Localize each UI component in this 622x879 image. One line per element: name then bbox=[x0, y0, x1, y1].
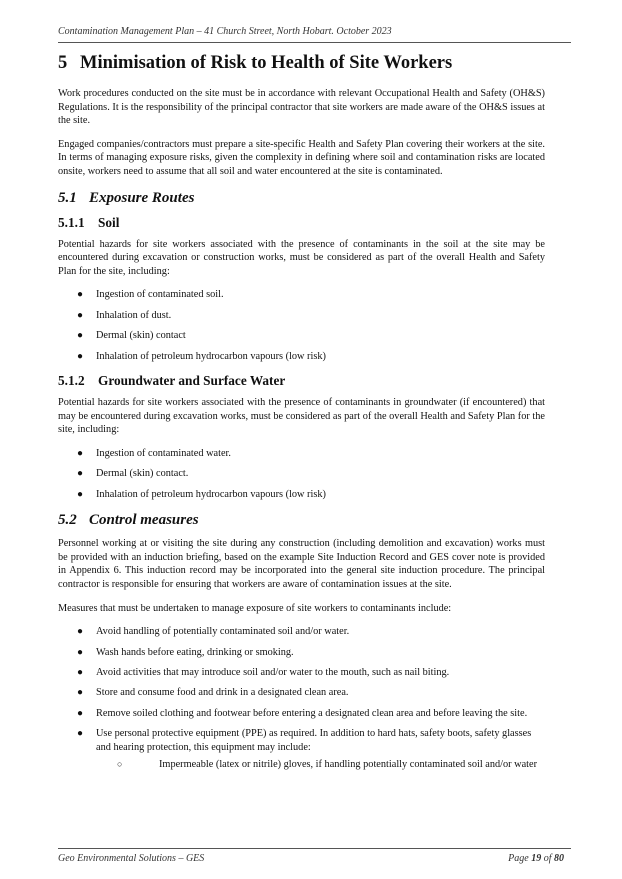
list-item: ● Wash hands before eating, drinking or smoking. bbox=[77, 646, 294, 658]
section-number: 5.1.2 bbox=[58, 373, 85, 389]
list-item: ● Dermal (skin) contact bbox=[77, 330, 186, 342]
circle-bullet-icon: ○ bbox=[117, 759, 123, 770]
page-header: Contamination Management Plan – 41 Church Street, North Hobart. October 2023 bbox=[58, 26, 392, 37]
section-number: 5 bbox=[58, 53, 68, 73]
bullet-icon: ● bbox=[77, 309, 84, 321]
section-5-1-1-heading bbox=[58, 215, 545, 231]
list-item: ● Avoid handling of potentially contaminated soil and/or water. bbox=[77, 626, 350, 638]
section-title: Soil bbox=[98, 214, 120, 230]
sub-list-item: ○ Impermeable (latex or nitrile) gloves, if handling potentially contaminated soil and/or water bbox=[117, 759, 538, 771]
section-number: 5.1.1 bbox=[58, 214, 85, 230]
section-number: 5.1 bbox=[58, 189, 77, 206]
section-5-heading bbox=[58, 52, 545, 74]
bullet-icon: ● bbox=[77, 728, 84, 740]
list-item: ● Dermal (skin) contact. bbox=[77, 468, 189, 480]
list-item: ● Store and consume food and drink in a designated clean area. bbox=[77, 687, 349, 699]
bullet-icon: ● bbox=[77, 468, 84, 480]
paragraph: Potential hazards for site workers associated with the presence of contaminants in the soil at the site may be encountered during excavation or construction works, must be considered as part of the overall Health and Safety Plan for the site, including: bbox=[58, 238, 545, 277]
page-content bbox=[58, 52, 545, 782]
section-title: Control measures bbox=[89, 512, 199, 529]
list-item: ● Inhalation of dust. bbox=[77, 309, 172, 321]
list-item: ● Inhalation of petroleum hydrocarbon vapours (low risk) bbox=[77, 350, 326, 362]
paragraph: Engaged companies/contractors must prepare a site-specific Health and Safety Plan covering their workers at the site. In terms of managing exposure risks, given the complexity in defining where soil and contamination risks are located onsite, workers need to assume that all soil and water encountered at the site is contaminated. bbox=[58, 138, 545, 177]
list-item: ● Ingestion of contaminated water. bbox=[77, 447, 231, 459]
page-number: Page 19 of 80 bbox=[508, 853, 564, 864]
bullet-icon: ● bbox=[77, 447, 84, 459]
bullet-icon: ● bbox=[77, 488, 84, 500]
footer-divider bbox=[58, 848, 571, 849]
list-item: ● Remove soiled clothing and footwear before entering a designated clean area and before leaving the site. bbox=[77, 707, 528, 719]
bullet-icon: ● bbox=[77, 667, 84, 679]
list-item: ● Avoid activities that may introduce soil and/or water to the mouth, such as nail biting. bbox=[77, 667, 450, 679]
list-item: ● Use personal protective equipment (PPE) as required. In addition to hard hats, safety boots, safety glasses and hearing protection, this equipment may include: ○ Impermeable (latex or nitrile) gloves, if handling potentially contaminated soil and/or water bbox=[58, 727, 545, 772]
paragraph: Personnel working at or visiting the site during any construction (including demolition and excavation) works must be provided with an induction briefing, based on the example Site Induction Record and GES cover note is provided in Appendix 6. This induction record may be incorporated into the general site induction procedure. The principal contractor is responsible for ensuring that workers are aware of contamination issues at the site. bbox=[58, 538, 545, 591]
bullet-icon: ● bbox=[77, 646, 84, 658]
list-item: ● Inhalation of petroleum hydrocarbon vapours (low risk) bbox=[77, 488, 326, 500]
bullet-icon: ● bbox=[77, 289, 84, 301]
section-title: Exposure Routes bbox=[89, 189, 195, 206]
bullet-list bbox=[58, 625, 545, 772]
bullet-list bbox=[58, 447, 545, 501]
footer-company: Geo Environmental Solutions – GES bbox=[58, 853, 205, 864]
paragraph: Work procedures conducted on the site must be in accordance with relevant Occupational Health and Safety (OH&S) Regulations. It is the responsibility of the principal contractor that site workers are made aware of the OH&S issues at the site. bbox=[58, 88, 545, 127]
bullet-icon: ● bbox=[77, 350, 84, 362]
section-title: Groundwater and Surface Water bbox=[98, 373, 286, 389]
bullet-icon: ● bbox=[77, 626, 84, 638]
section-number: 5.2 bbox=[58, 512, 77, 529]
section-title: Minimisation of Risk to Health of Site Workers bbox=[80, 53, 453, 73]
header-divider bbox=[58, 42, 571, 43]
section-5-2-heading bbox=[58, 511, 545, 529]
sub-bullet-list bbox=[96, 758, 545, 772]
paragraph: Measures that must be undertaken to manage exposure of site workers to contaminants include: bbox=[58, 602, 452, 614]
bullet-icon: ● bbox=[77, 330, 84, 342]
section-5-1-2-heading bbox=[58, 373, 545, 389]
bullet-list bbox=[58, 288, 545, 363]
bullet-icon: ● bbox=[77, 687, 84, 699]
paragraph: Potential hazards for site workers associated with the presence of contaminants in groundwater (if encountered) that may be encountered during excavation works, must be considered as part of the overall Health and Safety Plan for the site, including: bbox=[58, 397, 545, 436]
list-item: ● Ingestion of contaminated soil. bbox=[77, 289, 224, 301]
section-5-1-heading bbox=[58, 189, 545, 207]
bullet-icon: ● bbox=[77, 707, 84, 719]
